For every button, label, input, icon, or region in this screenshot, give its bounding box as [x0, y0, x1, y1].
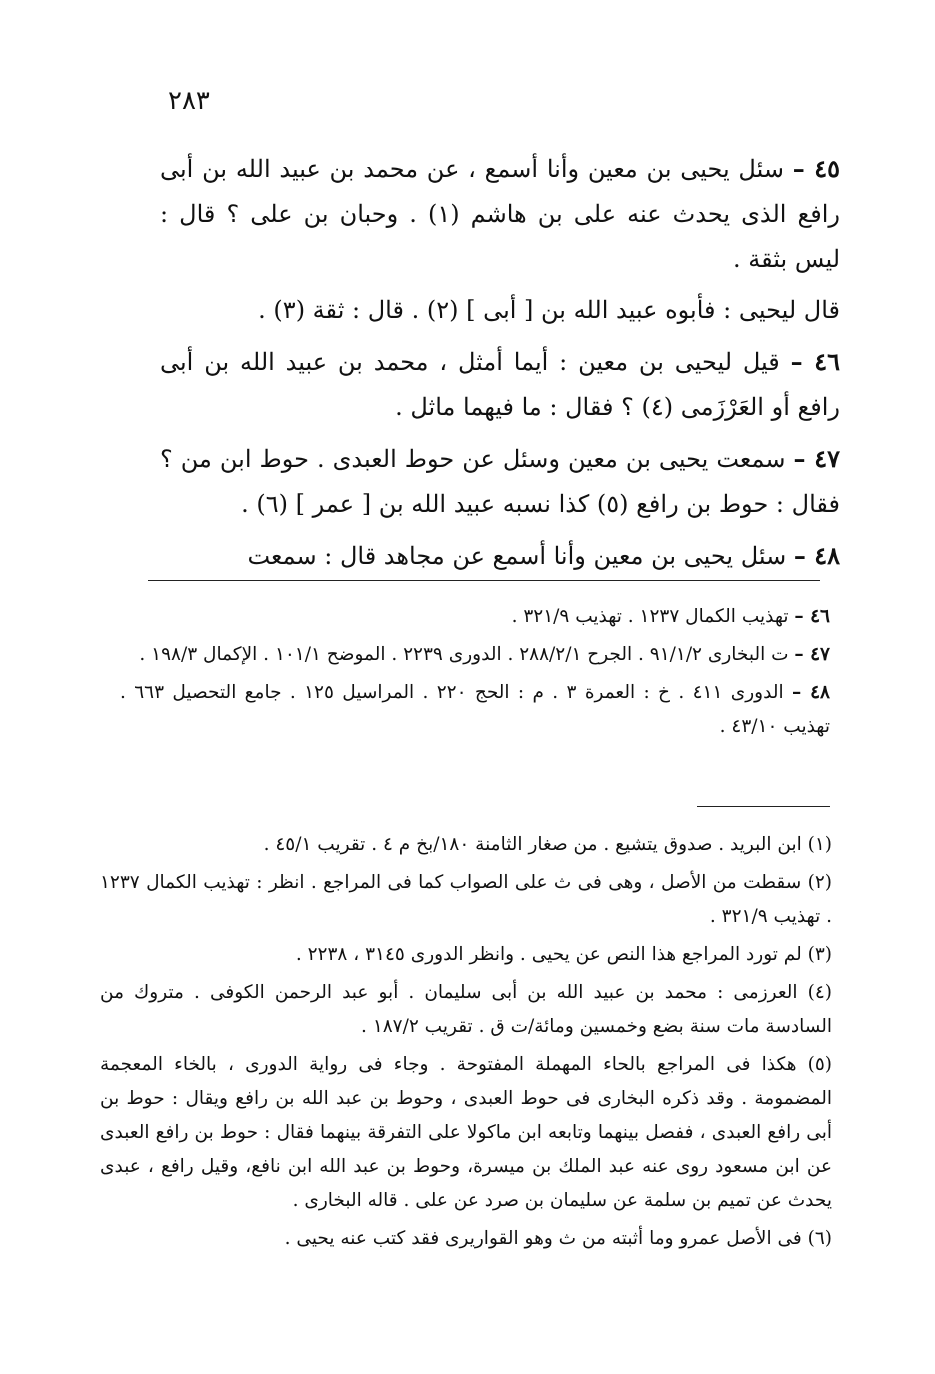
paragraph-text: سئل يحيى بن معين وأنا أسمع عن مجاهد قال : سمعت	[247, 542, 787, 570]
source-46	[120, 600, 830, 634]
paragraph-text: قيل ليحيى بن معين : أيما أمثل ، محمد بن عبيد الله بن أبى رافع أو العَرْزَمى (٤) ؟ فقال : ما فيهما ماثل .	[160, 348, 840, 421]
source-number: ٤٧ –	[794, 644, 830, 665]
divider	[148, 580, 820, 581]
footnote-divider	[697, 806, 830, 807]
source-48	[120, 676, 830, 744]
paragraph-text: سئل يحيى بن معين وأنا أسمع ، عن محمد بن عبيد الله بن أبى رافع الذى يحدث عنه على بن هاشم (١) . وحبان بن على ؟ قال : ليس بثقة .	[160, 155, 840, 273]
paragraph-text: سمعت يحيى بن معين وسئل عن حوط العبدى . حوط ابن من ؟ فقال : حوط بن رافع (٥) كذا نسبه عبيد الله بن [ عمر ] (٦) .	[160, 445, 840, 518]
footnote-5: (٥) هكذا فى المراجع بالحاء المهملة المفتوحة . وجاء فى رواية الدورى ، بالخاء المعجمة المضمومة . وقد ذكره البخارى فى حوط العبدى ، وحوط بن عبد الله بن رافع ويقال : حوط بن أبى رافع العبدى ، ففصل بينهما وتابعه ابن ماكولا على التفرقة بينهما فقال : حوط بن رافع العبدى عن ابن مسعود روى عنه عبد الملك بن ميسرة، وحوط بن عبد الله ابن نافع، وقيل رافع ، عبدى يحدث عن تميم بن سلمة عن سليمان بن صرد عن على . قاله البخارى .	[100, 1054, 832, 1211]
page-number: ٢٨٣	[168, 86, 210, 116]
source-number: ٤٨ –	[791, 682, 830, 703]
main-text	[160, 146, 840, 579]
footnote-6: (٦) فى الأصل عمرو وما أثبته من ث وهو القواريرى فقد كتب عنه يحيى .	[284, 1228, 832, 1249]
entry-number: ٤٧ –	[793, 444, 840, 473]
source-47	[120, 638, 830, 672]
footnotes-section	[100, 828, 832, 1256]
footnote-1: (١) ابن البريد . صدوق يتشيع . من صغار الثامنة ١٨٠/بخ م ٤ . تقريب ٤٥/١ .	[263, 834, 832, 855]
paragraph-45-continued	[160, 288, 840, 333]
footnote-2: (٢) سقطت من الأصل ، وهى فى ث على الصواب كما فى المراجع . انظر : تهذيب الكمال ١٢٣٧ . تهذيب ٣٢١/٩ .	[100, 872, 832, 927]
source-text: ت البخارى ٩١/١/٢ . الجرح ٢٨٨/٢/١ . الدورى ٢٢٣٩ . الموضح ١٠١/١ . الإكمال ١٩٨/٣ .	[139, 644, 789, 665]
footnote-4: (٤) العرزمى : محمد بن عبيد الله بن أبى سليمان . أبو عبد الرحمن الكوفى . متروك من السادسة مات سنة بضع وخمسين ومائة/ت ق . تقريب ١٨٧/٢ .	[100, 982, 832, 1037]
paragraph-46	[160, 339, 840, 430]
footnote-3: (٣) لم تورد المراجع هذا النص عن يحيى . وانظر الدورى ٣١٤٥ ، ٢٢٣٨ .	[295, 944, 832, 965]
paragraph-text: قال ليحيى : فأبوه عبيد الله بن [ أبى ] (٢) . قال : ثقة (٣) .	[258, 296, 840, 324]
paragraph-47	[160, 436, 840, 527]
source-text: الدورى ٤١١ . خ : العمرة ٣ . م : الحج ٢٢٠ . المراسيل ١٢٥ . جامع التحصيل ٦٦٣ . تهذيب ٤٣/١٠ .	[120, 682, 830, 737]
paragraph-45	[160, 146, 840, 282]
entry-number: ٤٥ –	[792, 154, 840, 183]
sources-section	[120, 600, 830, 744]
source-text: تهذيب الكمال ١٢٣٧ . تهذيب ٣٢١/٩ .	[511, 606, 789, 627]
entry-number: ٤٨ –	[793, 541, 840, 570]
source-number: ٤٦ –	[794, 606, 830, 627]
entry-number: ٤٦ –	[790, 347, 841, 376]
paragraph-48	[160, 533, 840, 579]
